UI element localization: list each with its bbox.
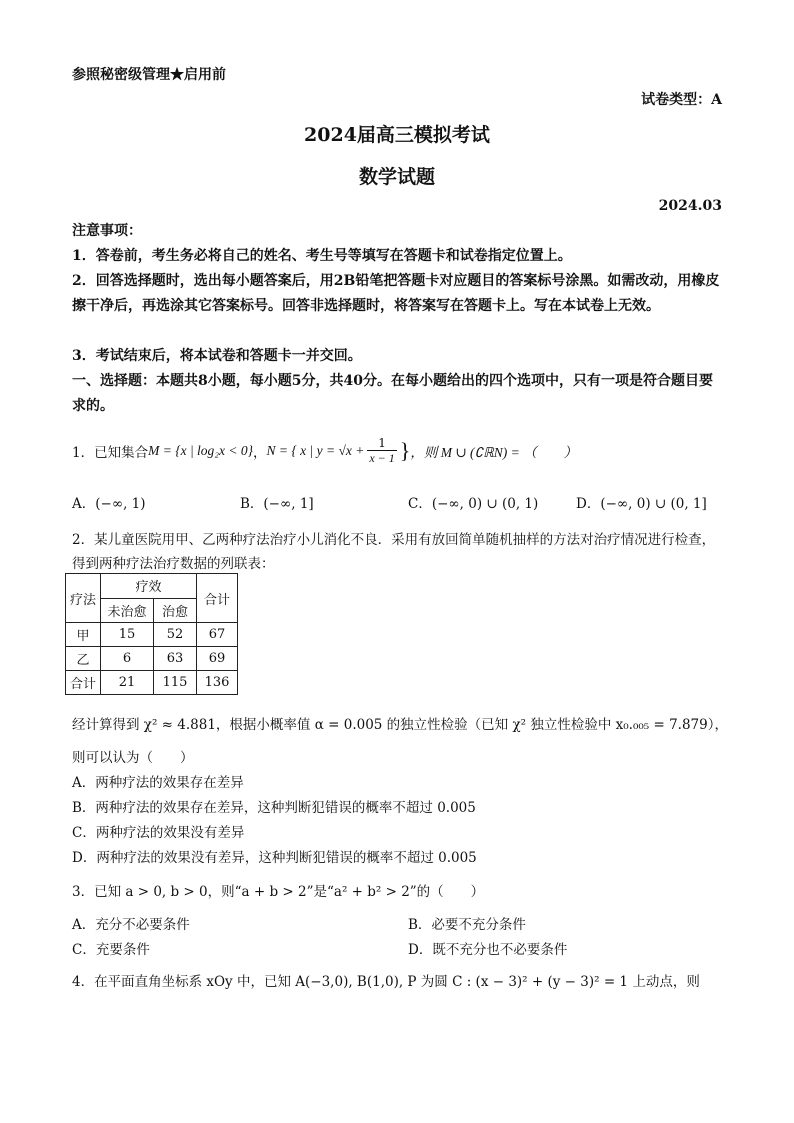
table-header-uncured: 未治愈 — [101, 598, 154, 623]
table-header-effect: 疗效 — [101, 574, 197, 599]
secret-label: 参照秘密级管理★启用前 — [72, 67, 226, 83]
table-cell: 63 — [154, 647, 197, 671]
q2-option-d[interactable]: D．两种疗法的效果没有差异，这种判断犯错误的概率不超过 0.005 — [72, 850, 477, 866]
table-cell: 52 — [154, 623, 197, 647]
notice-heading: 注意事项： — [72, 223, 142, 239]
q2-ask: 则可以认为（ ） — [72, 750, 194, 766]
table-header-method: 疗法 — [66, 574, 101, 623]
exam-title: 2024届高三模拟考试 — [304, 124, 490, 146]
q2-stem-line-1: 2．某儿童医院用甲、乙两种疗法治疗小儿消化不良．采用有放回简单随机抽样的方法对治疗情况进行检查， — [72, 532, 716, 548]
paper-type: 试卷类型：A — [641, 92, 722, 108]
table-row — [66, 623, 238, 647]
notice-item-2: 2．回答选择题时，选出每小题答案后，用2B铅笔把答题卡对应题目的答案标号涂黑。如需改动，用橡皮擦干净后，再选涂其它答案标号。回答非选择题时，将答案写在答题卡上。写在本试卷上无效。 — [72, 273, 720, 314]
table-cell: 67 — [197, 623, 238, 647]
contingency-table — [65, 573, 238, 695]
exam-date: 2024.03 — [658, 198, 722, 214]
table-row — [66, 647, 238, 671]
q2-option-c[interactable]: C．两种疗法的效果没有差异 — [72, 825, 245, 841]
table-header-total: 合计 — [197, 574, 238, 623]
q1-set-m: M = {x | log₂x < 0} — [148, 442, 253, 458]
table-cell: 136 — [197, 671, 238, 695]
table-cell: 乙 — [66, 647, 101, 671]
q4-stem: 4．在平面直角坐标系 xOy 中，已知 A(−3,0), B(1,0), P 为圆 C : (x − 3)² + (y − 3)² = 1 上动点，则 — [72, 974, 700, 990]
table-cell: 合计 — [66, 671, 101, 695]
exam-subtitle: 数学试题 — [358, 166, 435, 188]
q1-set-n-right: } — [399, 437, 411, 463]
q1-stem: 1．已知集合 M = {x | log₂x < 0} ， N = { x | y = √x + $\frac{1}{x - 1}$ } ，则 M ∪ (∁ℝN) = （ ） — [72, 436, 578, 465]
section-1-heading: 一、选择题：本题共8小题，每小题5分，共40分。在每小题给出的四个选项中，只有一项是符合题目要求的。 — [72, 373, 713, 414]
q1-ask: ，则 M ∪ (∁ℝN) = （ ） — [410, 444, 578, 460]
table-row — [66, 671, 238, 695]
q2-calc-line: 经计算得到 χ² ≈ 4.881，根据小概率值 α = 0.005 的独立性检验（已知 χ² 独立性检验中 x₀.₀₀₅ = 7.879）， — [72, 717, 728, 733]
table-header-cured: 治愈 — [154, 598, 197, 623]
q3-option-a[interactable]: A．充分不必要条件 — [72, 917, 190, 933]
q1-option-a[interactable]: A．(−∞, 1) — [72, 496, 146, 512]
table-cell: 69 — [197, 647, 238, 671]
q1-fraction — [367, 436, 396, 465]
q3-option-b[interactable]: B．必要不充分条件 — [408, 917, 526, 933]
q1-option-b[interactable]: B．(−∞, 1] — [240, 496, 314, 512]
q1-set-n-left: N = { x | y = √x + — [266, 442, 365, 458]
q2-option-b[interactable]: B．两种疗法的效果存在差异，这种判断犯错误的概率不超过 0.005 — [72, 800, 476, 816]
table-cell: 6 — [101, 647, 154, 671]
q1-frac-den: x − 1 — [369, 451, 395, 465]
table-cell: 甲 — [66, 623, 101, 647]
table-cell: 115 — [154, 671, 197, 695]
q3-stem: 3．已知 a > 0, b > 0，则“a + b > 2”是“a² + b² > 2”的（ ） — [72, 884, 485, 900]
notice-item-1: 1．答卷前，考生务必将自己的姓名、考生号等填写在答题卡和试卷指定位置上。 — [72, 248, 572, 264]
q3-option-c[interactable]: C．充要条件 — [72, 942, 150, 958]
q1-option-c[interactable]: C．(−∞, 0) ∪ (0, 1) — [408, 496, 539, 512]
q1-frac-num: 1 — [378, 436, 386, 450]
q3-option-d[interactable]: D．既不充分也不必要条件 — [408, 942, 568, 958]
table-cell: 15 — [101, 623, 154, 647]
q1-option-d[interactable]: D．(−∞, 0) ∪ (0, 1] — [576, 496, 707, 512]
q2-stem-line-2: 得到两种疗法治疗数据的列联表： — [72, 556, 275, 572]
q2-option-a[interactable]: A．两种疗法的效果存在差异 — [72, 775, 244, 791]
notice-item-3: 3．考试结束后，将本试卷和答题卡一并交回。 — [72, 348, 362, 364]
q1-prefix: 1．已知集合 — [72, 444, 149, 461]
table-cell: 21 — [101, 671, 154, 695]
